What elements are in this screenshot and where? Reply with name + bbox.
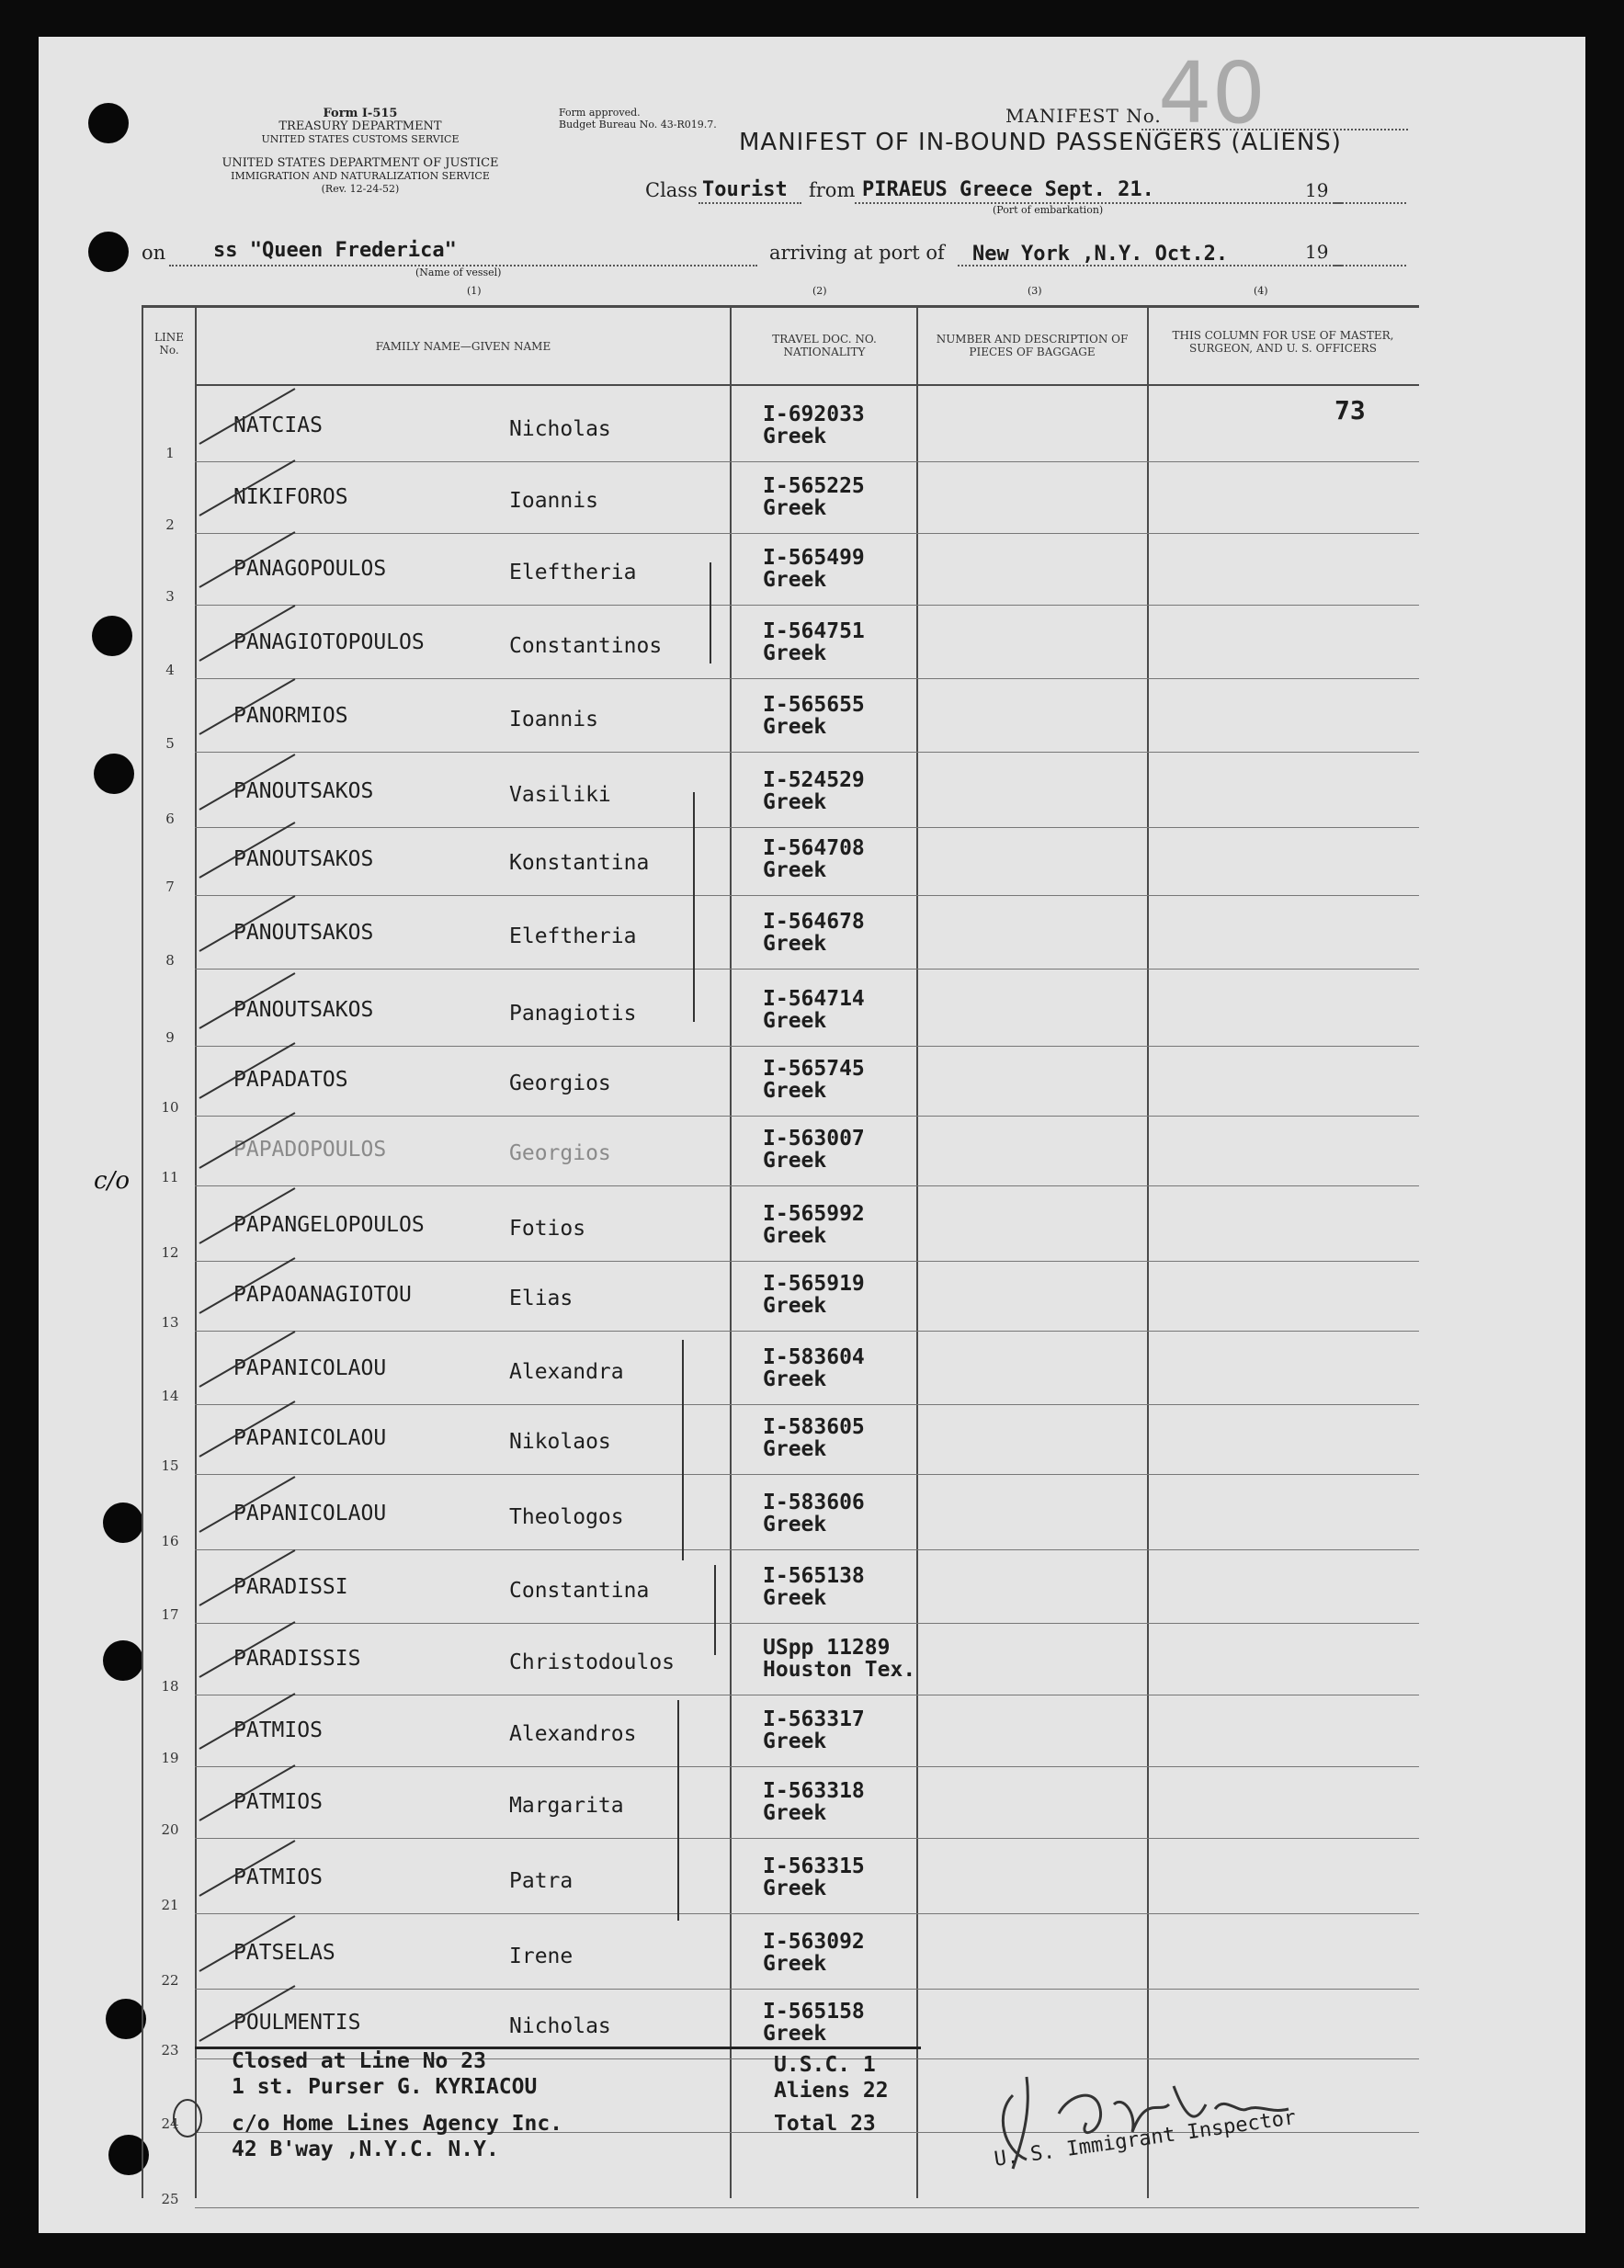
line-number: 4 — [165, 662, 175, 678]
family-name: PARADISSIS — [233, 1647, 361, 1671]
line-number: 9 — [165, 1029, 175, 1046]
line-number: 19 — [161, 1750, 179, 1766]
punch-hole — [103, 1503, 143, 1543]
nationality: Greek — [763, 715, 827, 739]
punch-hole — [88, 103, 129, 143]
nationality: Greek — [763, 858, 827, 882]
family-name: PAPANICOLAOU — [233, 1356, 387, 1380]
family-name: PARADISSI — [233, 1575, 348, 1599]
travel-doc-number: I-564714 — [763, 987, 865, 1011]
given-name: Ioannis — [509, 489, 598, 513]
margin-note: c/o — [94, 1167, 130, 1195]
revision: (Rev. 12-24-52) — [321, 183, 400, 195]
family-bracket — [677, 1700, 679, 1921]
usc-count: U.S.C. 1 — [774, 2053, 876, 2077]
line-number: 14 — [161, 1388, 179, 1404]
line-number: 7 — [165, 879, 175, 895]
manifest-number: 40 — [1158, 44, 1266, 142]
form-number: Form I-515 — [323, 107, 398, 120]
treasury-department: TREASURY DEPARTMENT — [278, 119, 442, 133]
column-number: (2) — [812, 285, 827, 297]
travel-doc-number: I-563315 — [763, 1854, 865, 1878]
given-name: Nicholas — [509, 2014, 611, 2038]
line-number: 25 — [161, 2191, 179, 2207]
given-name: Patra — [509, 1869, 574, 1893]
travel-doc-number: I-524529 — [763, 768, 865, 792]
line-number: 13 — [161, 1314, 179, 1331]
family-name: PATMIOS — [233, 1718, 323, 1742]
nationality: Greek — [763, 2022, 827, 2046]
family-bracket — [682, 1340, 684, 1560]
given-name: Georgios — [509, 1141, 611, 1165]
given-name: Konstantina — [509, 851, 650, 875]
nationality: Greek — [763, 1079, 827, 1103]
family-name: PANOUTSAKOS — [233, 921, 374, 945]
baggage-heading: NUMBER AND DESCRIPTION OF PIECES OF BAGGAGE — [936, 333, 1129, 358]
line-number: 5 — [165, 735, 175, 752]
family-bracket — [693, 792, 695, 1022]
line-number: 21 — [161, 1897, 179, 1913]
given-name: Alexandros — [509, 1722, 637, 1746]
from-value: PIRAEUS Greece Sept. 21. — [862, 178, 1154, 201]
punch-hole — [88, 232, 129, 272]
line-number: 8 — [165, 952, 175, 969]
vessel-name: ss "Queen Frederica" — [213, 239, 457, 262]
agency: c/o Home Lines Agency Inc. — [232, 2112, 563, 2136]
nationality: Greek — [763, 1801, 827, 1825]
line-number: 20 — [161, 1821, 179, 1838]
column-number: (1) — [467, 285, 482, 297]
travel-doc-number: I-564708 — [763, 836, 865, 860]
travel-doc-number: I-565499 — [763, 546, 865, 570]
circle-mark — [169, 2095, 206, 2141]
punch-hole — [92, 616, 132, 656]
from-label: from — [809, 179, 856, 201]
given-name: Eleftheria — [509, 924, 637, 948]
nationality: Greek — [763, 1877, 827, 1900]
punch-hole — [94, 754, 134, 794]
line-number: 10 — [161, 1099, 179, 1116]
given-name: Theologos — [509, 1505, 624, 1529]
travel-doc-number: I-563007 — [763, 1127, 865, 1151]
nationality: Greek — [763, 1224, 827, 1248]
manifest-sheet — [39, 37, 1585, 2233]
family-name: PANORMIOS — [233, 704, 348, 728]
family-name: PAPAOANAGIOTOU — [233, 1283, 412, 1307]
family-name: NIKIFOROS — [233, 485, 348, 509]
column-number: (3) — [1028, 285, 1042, 297]
travel-doc-number: I-565919 — [763, 1272, 865, 1296]
given-name: Constantinos — [509, 634, 663, 658]
manifest-title: MANIFEST OF IN-BOUND PASSENGERS (ALIENS) — [739, 129, 1342, 156]
given-name: Alexandra — [509, 1360, 624, 1384]
travel-doc-number: I-563318 — [763, 1779, 865, 1803]
budget-bureau: Budget Bureau No. 43-R019.7. — [559, 119, 717, 130]
immigration-service: IMMIGRATION AND NATURALIZATION SERVICE — [231, 170, 490, 182]
given-name: Elias — [509, 1287, 574, 1310]
line-number: 2 — [165, 516, 175, 533]
nationality: Greek — [763, 932, 827, 956]
nationality: Greek — [763, 496, 827, 520]
travel-doc-number: I-564751 — [763, 619, 865, 643]
year-label: 19 — [1305, 179, 1329, 201]
nationality: Greek — [763, 568, 827, 592]
aliens-count: Aliens 22 — [774, 2079, 889, 2103]
given-name: Panagiotis — [509, 1002, 637, 1026]
line-number: 11 — [161, 1169, 179, 1185]
given-name: Nicholas — [509, 417, 611, 441]
on-label: on — [142, 242, 166, 264]
given-name: Georgios — [509, 1072, 611, 1095]
nationality: Greek — [763, 1149, 827, 1173]
manifest-label: MANIFEST No. — [1005, 105, 1162, 127]
punch-hole — [103, 1640, 143, 1681]
given-name: Irene — [509, 1945, 574, 1968]
nationality: Houston Tex. — [763, 1658, 916, 1682]
travel-doc-number: USpp 11289 — [763, 1636, 891, 1660]
family-name: NATCIAS — [233, 414, 323, 437]
travel-doc-number: I-583606 — [763, 1491, 865, 1514]
purser: 1 st. Purser G. KYRIACOU — [232, 2075, 538, 2099]
line-number: 6 — [165, 811, 175, 827]
travel-doc-number: I-565158 — [763, 2000, 865, 2024]
travel-doc-number: I-565745 — [763, 1057, 865, 1081]
total-count: Total 23 — [774, 2112, 876, 2136]
travel-doc-number: I-565138 — [763, 1564, 865, 1588]
given-name: Eleftheria — [509, 561, 637, 584]
travel-doc-number: I-565225 — [763, 474, 865, 498]
given-name: Vasiliki — [509, 783, 611, 807]
given-name: Constantina — [509, 1579, 650, 1603]
nationality: Greek — [763, 1009, 827, 1033]
travel-doc-number: I-583605 — [763, 1415, 865, 1439]
line-number-heading: LINE No. — [154, 331, 184, 357]
family-name: PANOUTSAKOS — [233, 847, 374, 871]
nationality: Greek — [763, 641, 827, 665]
travel-doc-number: I-564678 — [763, 910, 865, 934]
family-name: PAPANICOLAOU — [233, 1426, 387, 1450]
port-embarkation-caption: (Port of embarkation) — [993, 204, 1104, 216]
arriving-label: arriving at port of — [769, 242, 945, 264]
closed-at-line: Closed at Line No 23 — [232, 2049, 486, 2073]
nationality: Greek — [763, 790, 827, 814]
column-number: (4) — [1254, 285, 1268, 297]
travel-doc-number: I-565655 — [763, 693, 865, 717]
line-number: 18 — [161, 1678, 179, 1695]
family-name: PAPANGELOPOULOS — [233, 1213, 425, 1237]
vessel-caption: (Name of vessel) — [415, 266, 502, 278]
officers-heading: THIS COLUMN FOR USE OF MASTER, SURGEON, AND U. S. OFFICERS — [1172, 329, 1394, 355]
family-name: PANOUTSAKOS — [233, 779, 374, 803]
family-name: PANAGOPOULOS — [233, 557, 387, 581]
department-of-justice: UNITED STATES DEPARTMENT OF JUSTICE — [221, 156, 499, 170]
family-name: POULMENTIS — [233, 2011, 361, 2035]
family-name: PAPADOPOULOS — [233, 1138, 387, 1162]
travel-doc-number: I-692033 — [763, 403, 865, 426]
name-heading: FAMILY NAME—GIVEN NAME — [375, 340, 551, 353]
family-name: PAPADATOS — [233, 1068, 348, 1092]
family-name: PATSELAS — [233, 1941, 335, 1965]
line-number: 12 — [161, 1244, 179, 1261]
given-name: Margarita — [509, 1794, 624, 1818]
nationality: Greek — [763, 1729, 827, 1753]
nationality: Greek — [763, 1952, 827, 1976]
given-name: Nikolaos — [509, 1430, 611, 1454]
nationality: Greek — [763, 1586, 827, 1610]
form-approved: Form approved. — [559, 107, 641, 119]
punch-hole — [106, 1999, 146, 2039]
family-name: PATMIOS — [233, 1865, 323, 1889]
family-name: PAPANICOLAOU — [233, 1502, 387, 1525]
class-label: Class — [645, 179, 698, 201]
family-name: PANAGIOTOPOULOS — [233, 630, 425, 654]
line-number: 22 — [161, 1972, 179, 1989]
arriving-port: New York ,N.Y. Oct.2. — [972, 243, 1229, 266]
nationality: Greek — [763, 1513, 827, 1537]
travel-doc-number: I-583604 — [763, 1345, 865, 1369]
line-number: 3 — [165, 588, 175, 605]
travel-doc-number: I-565992 — [763, 1202, 865, 1226]
family-bracket — [714, 1565, 716, 1655]
nationality: Greek — [763, 425, 827, 448]
travel-doc-heading: TRAVEL DOC. NO. NATIONALITY — [772, 333, 877, 358]
nationality: Greek — [763, 1367, 827, 1391]
nationality: Greek — [763, 1294, 827, 1318]
given-name: Christodoulos — [509, 1650, 676, 1674]
customs-service: UNITED STATES CUSTOMS SERVICE — [261, 133, 460, 145]
line-number: 1 — [165, 445, 175, 461]
family-name: PANOUTSAKOS — [233, 998, 374, 1022]
line-number: 15 — [161, 1457, 179, 1474]
line-number: 16 — [161, 1533, 179, 1549]
class-value: Tourist — [702, 178, 788, 201]
line-number: 24 — [161, 2115, 179, 2132]
officer-note: 73 — [1334, 395, 1366, 425]
inspector-title: U. S. Immigrant Inspector — [993, 2106, 1298, 2172]
line-number: 17 — [161, 1606, 179, 1623]
family-bracket — [710, 562, 711, 663]
line-number: 23 — [161, 2042, 179, 2058]
year-label: 19 — [1305, 241, 1329, 263]
family-name: PATMIOS — [233, 1790, 323, 1814]
given-name: Fotios — [509, 1217, 586, 1241]
agency-address: 42 B'way ,N.Y.C. N.Y. — [232, 2138, 499, 2161]
nationality: Greek — [763, 1437, 827, 1461]
inspector-signature — [976, 2058, 1307, 2178]
travel-doc-number: I-563092 — [763, 1930, 865, 1954]
travel-doc-number: I-563317 — [763, 1707, 865, 1731]
given-name: Ioannis — [509, 708, 598, 731]
